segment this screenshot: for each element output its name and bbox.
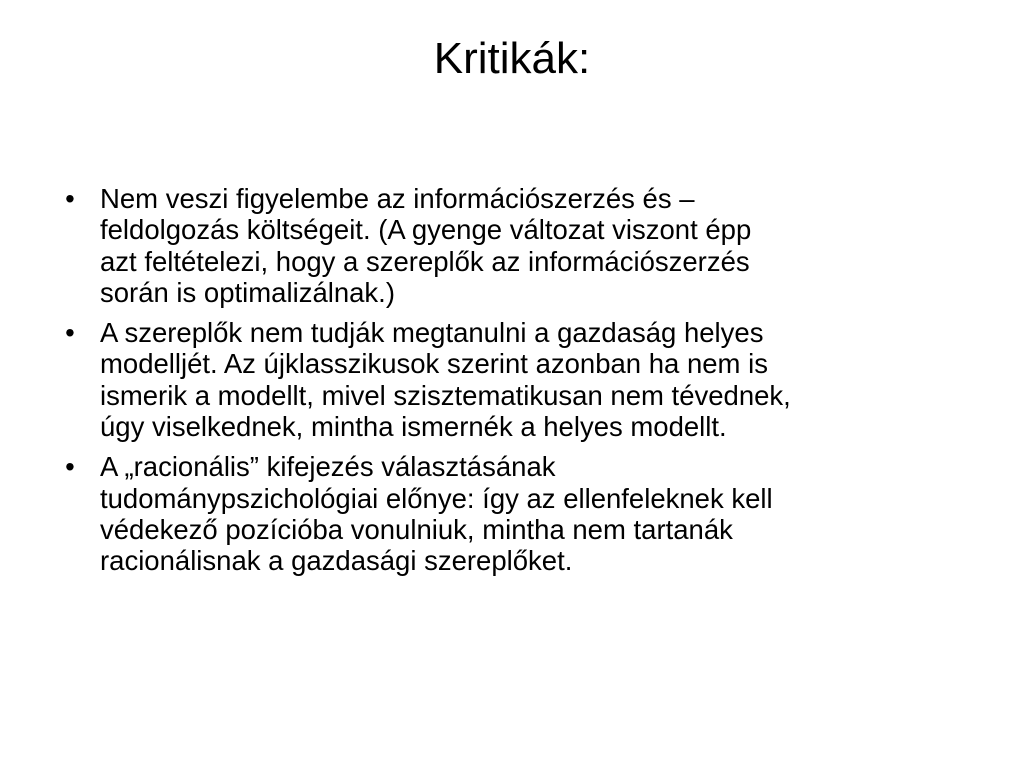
- bullet-text-line: modelljét. Az újklasszikusok szerint azonban ha nem is: [100, 348, 768, 380]
- bullet-text-line: úgy viselkednek, mintha ismernék a helyes modellt.: [100, 411, 727, 443]
- bullet-text-line: tudománypszichológiai előnye: így az ellenfeleknek kell: [100, 482, 773, 514]
- bullet-icon: •: [65, 317, 75, 349]
- bullet-list: [60, 183, 980, 586]
- bullet-text-line: során is optimalizálnak.): [100, 276, 395, 308]
- slide-title: Kritikák:: [433, 34, 591, 83]
- bullet-icon: •: [65, 451, 75, 483]
- bullet-text-line: feldolgozás költségeit. (A gyenge változat viszont épp: [100, 214, 752, 246]
- bullet-text-line: ismerik a modellt, mivel szisztematikusan nem tévednek,: [100, 379, 791, 411]
- bullet-item-1: [60, 183, 980, 308]
- bullet-text-line: racionálisnak a gazdasági szereplőket.: [100, 545, 573, 577]
- bullet-item-3: [60, 451, 980, 576]
- bullet-text-line: Nem veszi figyelembe az információszerzés és –: [100, 183, 695, 214]
- bullet-text-line: A szereplők nem tudják megtanulni a gazdaság helyes: [100, 317, 764, 349]
- bullet-icon: •: [65, 183, 75, 214]
- bullet-text-line: azt feltételezi, hogy a szereplők az információszerzés: [100, 245, 750, 277]
- bullet-text-line: védekező pozícióba vonulniuk, mintha nem tartanák: [100, 513, 733, 545]
- bullet-item-2: [60, 317, 980, 442]
- bullet-text-line: A „racionális” kifejezés választásának: [100, 451, 556, 483]
